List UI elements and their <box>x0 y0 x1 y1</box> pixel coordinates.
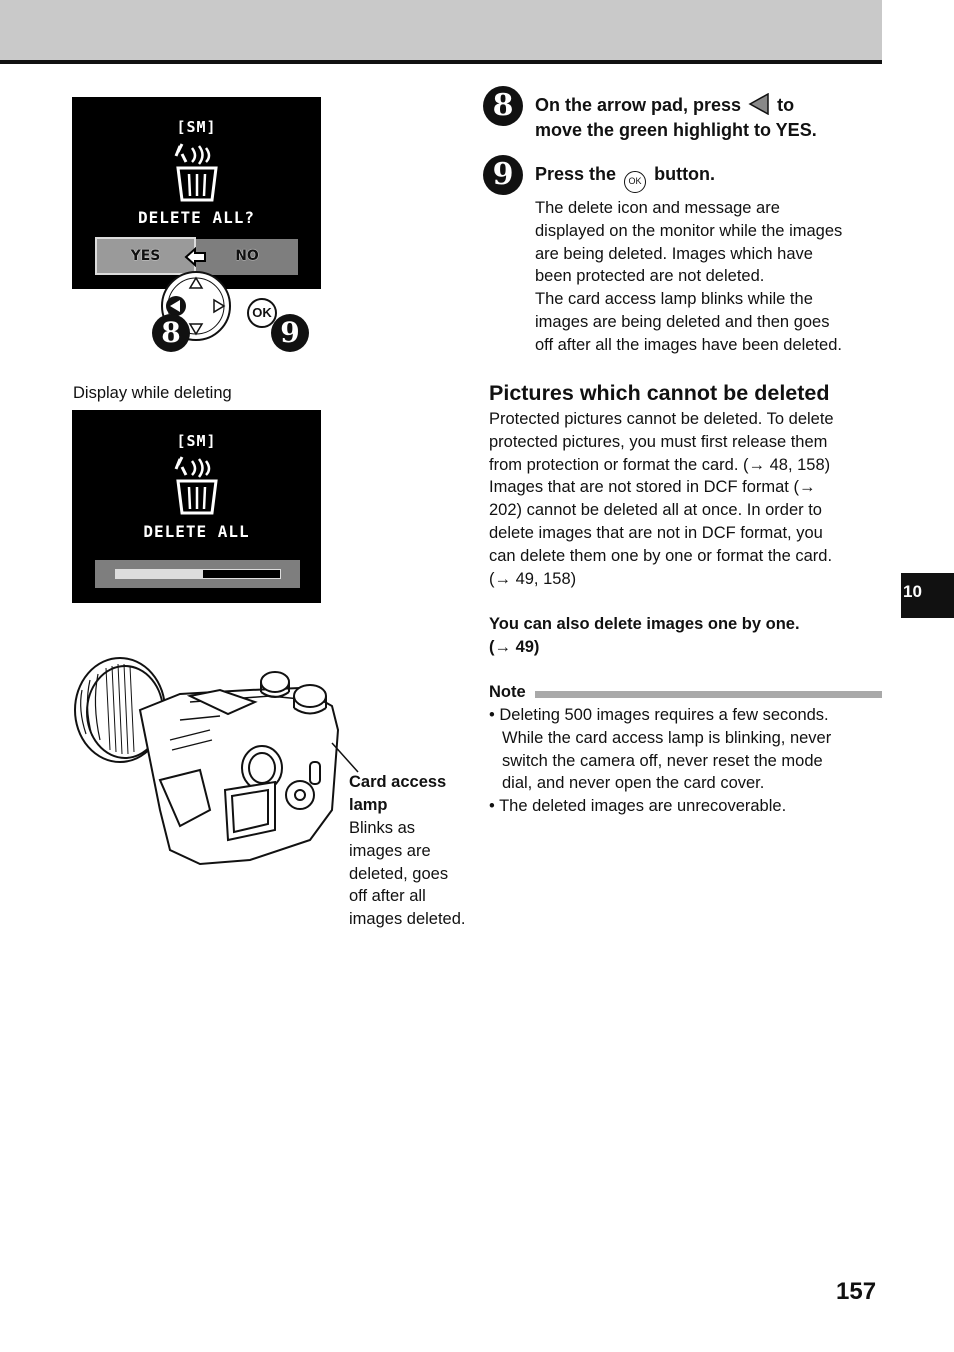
section-body <box>489 408 884 590</box>
note-item <box>489 704 884 795</box>
step-9-body-line: been protected are not deleted. <box>535 267 765 286</box>
also-delete-line-2: (→ 49) <box>489 638 540 656</box>
also-delete-line-1: You can also delete images one by one. <box>489 615 800 633</box>
step-8-number: 8 <box>492 88 514 123</box>
step-9-body-line: The delete icon and message are <box>535 199 780 217</box>
header-rule <box>0 60 882 64</box>
progress-fill <box>116 570 203 578</box>
callout-line: deleted, goes <box>349 864 449 883</box>
section-body-line: (→ 49, 158) <box>489 569 577 588</box>
header-bar <box>0 0 882 60</box>
progress-track <box>115 569 281 579</box>
delete-all-prompt: DELETE ALL? <box>138 208 255 227</box>
step-8-line-1 <box>535 93 880 118</box>
step-9-instruction <box>535 162 715 193</box>
delete-all-message: DELETE ALL <box>143 522 250 541</box>
step-9-body-line: The card access lamp blinks while the <box>535 290 813 309</box>
section-heading: Pictures which cannot be deleted <box>489 381 830 405</box>
section-body-line: Protected pictures cannot be deleted. To delete <box>489 410 834 428</box>
lcd-delete-confirm <box>72 97 321 289</box>
callout-line: off after all <box>349 887 426 906</box>
figure2-caption: Display while deleting <box>73 384 232 402</box>
step-8-num: 8 <box>161 316 181 349</box>
note-line: switch the camera off, never reset the mode <box>502 751 823 770</box>
callout-line: images deleted. <box>349 910 466 929</box>
step-9-circle <box>483 155 523 195</box>
step-9-badge <box>271 314 309 352</box>
step-9-body-line: displayed on the monitor while the images <box>535 221 843 240</box>
step-9-num: 9 <box>280 316 300 349</box>
callout-line: images are <box>349 841 431 860</box>
step-8-text-post: to <box>777 95 795 115</box>
callout-title-1: Card access <box>349 773 447 791</box>
trash-icon <box>172 142 222 202</box>
no-label: NO <box>235 248 259 264</box>
note-line: While the card access lamp is blinking, never <box>502 728 832 747</box>
trash-icon-2 <box>172 455 222 515</box>
step-8-text-pre: On the arrow pad, press <box>535 95 742 115</box>
note-rule <box>535 691 882 698</box>
section-body-line: delete images that are not in DCF format, you <box>489 523 823 542</box>
section-body-line: from protection or format the card. (→ 48, 158) <box>489 455 831 474</box>
step-9-body-line: are being deleted. Images which have <box>535 244 813 263</box>
note-list <box>489 704 884 818</box>
camera-illustration <box>70 650 370 872</box>
section-body-line: 202) cannot be deleted all at once. In order to <box>489 501 822 520</box>
step-9-number: 9 <box>492 157 514 192</box>
step-9-text-post: button. <box>654 164 716 184</box>
note-line: dial, and never open the card cover. <box>502 774 765 793</box>
section-body-line: Images that are not stored in DCF format (→ <box>489 478 816 497</box>
step-8-instruction <box>535 93 880 143</box>
ok-label: OK <box>252 305 272 320</box>
ok-inline-label: OK <box>628 176 642 186</box>
callout-body <box>349 817 489 931</box>
left-arrow-button-icon <box>748 93 770 115</box>
step-9-body <box>535 197 885 357</box>
note-item <box>489 795 884 818</box>
yes-label: YES <box>130 248 161 264</box>
step-9-body-line: off after all the images have been deleted. <box>535 335 842 354</box>
section-body-line: can delete them one by one or format the card. <box>489 546 833 565</box>
note-line: • Deleting 500 images requires a few seconds. <box>489 706 829 724</box>
step-8-badge <box>152 314 190 352</box>
lcd-deleting <box>72 410 321 603</box>
ok-button-inline-icon <box>624 171 646 193</box>
left-arrow-icon <box>184 247 208 267</box>
section-body-line: protected pictures, you must first release them <box>489 432 828 451</box>
callout-line: Blinks as <box>349 819 416 837</box>
note-line: • The deleted images are unrecoverable. <box>489 797 787 816</box>
mode-label-2: [SM] <box>176 432 217 450</box>
step-8-line-2: move the green highlight to YES. <box>535 120 817 140</box>
chapter-tab: 10 <box>901 573 954 618</box>
page-number: 157 <box>836 1278 877 1305</box>
progress-frame <box>95 560 300 588</box>
mode-label: [SM] <box>176 118 217 136</box>
step-9-body-line: images are being deleted and then goes <box>535 312 830 331</box>
callout-title-2: lamp <box>349 796 388 814</box>
note-title: Note <box>489 683 526 701</box>
step-8-circle <box>483 86 523 126</box>
step-9-text-pre: Press the <box>535 164 617 184</box>
